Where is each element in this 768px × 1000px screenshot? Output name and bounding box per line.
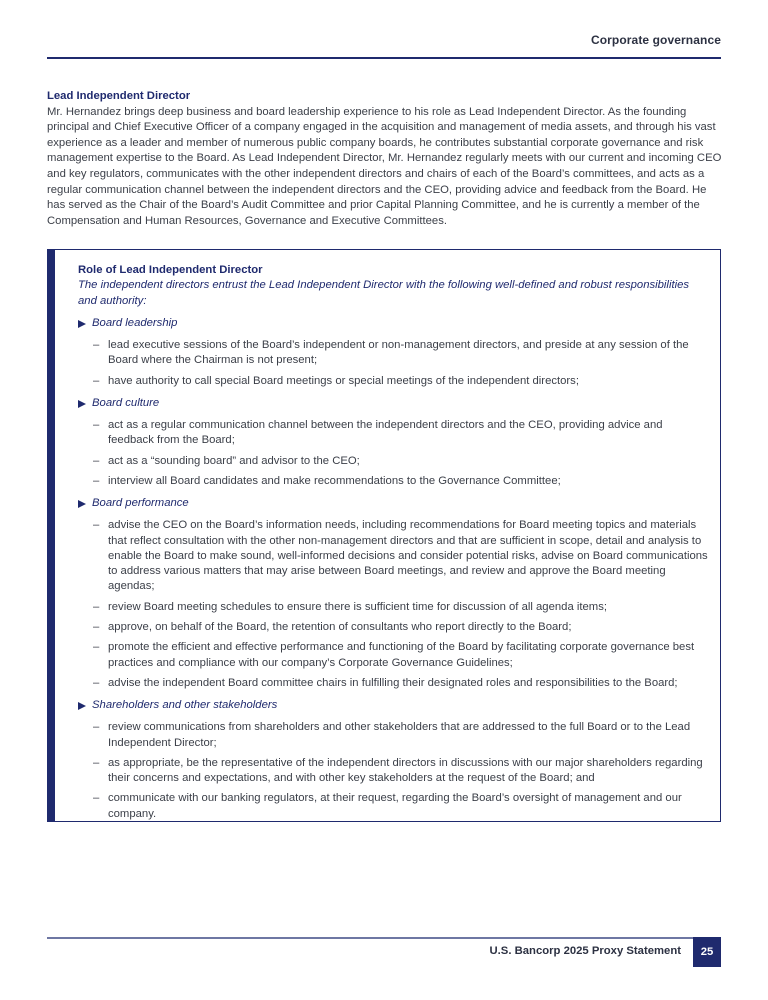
right-triangle-icon [78, 702, 86, 710]
section-heading: Board performance [92, 497, 189, 510]
list-item: – act as a “sounding board” and advisor to the CEO; [78, 454, 708, 469]
list-item: – approve, on behalf of the Board, the retention of consultants who report directly to the Board; [78, 620, 708, 635]
list-item: – advise the CEO on the Board’s information needs, including recommendations for Board meeting topics and materials that reflect consultation with the other non-management directors and that are sufficient in scope, detail and analysis to enable the Board to make sound, well-informed decisions and consider potential risks, advise on Board communications to address various matters that may arise between Board meetings, and review and approve the Board meeting agendas; [78, 518, 708, 594]
section-heading: Board culture [92, 397, 160, 410]
dash-icon: – [93, 792, 100, 805]
document-title: U.S. Bancorp 2025 Proxy Statement [489, 945, 681, 957]
section-heading: Shareholders and other stakeholders [92, 699, 278, 712]
section-board-culture [78, 396, 708, 489]
page-number: 25 [693, 937, 721, 967]
section-title: Corporate governance [590, 33, 721, 47]
section-board-leadership [78, 316, 708, 389]
section-shareholders [78, 698, 708, 822]
list-item: – promote the efficient and effective performance and functioning of the Board by facilitating corporate governance best practices and compliance with our company’s Corporate Governance Guidelines; [78, 640, 708, 671]
dash-icon: – [93, 600, 100, 613]
dash-icon: – [93, 721, 100, 734]
list-item: – communicate with our banking regulators, at their request, regarding the Board’s oversight of management and our company. [78, 791, 708, 822]
dash-icon: – [93, 419, 100, 432]
list-item: – interview all Board candidates and make recommendations to the Governance Committee; [78, 474, 708, 489]
list-item: – review Board meeting schedules to ensure there is sufficient time for discussion of all agenda items; [78, 600, 708, 615]
role-callout-box [47, 249, 721, 822]
list-item: – as appropriate, be the representative of the independent directors in discussions with our major shareholders regarding their concerns and expectations, and with other key stakeholders at the request of the Board; and [78, 756, 708, 787]
intro-body: Mr. Hernandez brings deep business and board leadership experience to his role as Lead Independent Director. As the founding principal and Chief Executive Officer of a company engaged in the acquisition and management of media assets, and through his vast experience as a leader and member of numerous public company boards, he contributes substantial corporate governance and risk management expertise to the Board. As Lead Independent Director, Mr. Hernandez regularly meets with our current and incoming CEO and key regulators, communicates with the other independent directors and chairs of each of the Board’s committees, and acts as a regular communication channel between the independent directors and the CEO, providing advice and feedback from the Board. He has served as the Chair of the Board’s Audit Committee and prior Capital Planning Committee, and he is currently a member of the Compensation and Human Resources, Governance and Executive Committees. [47, 105, 722, 227]
list-item: – have authority to call special Board meetings or special meetings of the independent directors; [78, 374, 708, 389]
dash-icon: – [93, 339, 100, 352]
section-board-performance [78, 496, 708, 691]
dash-icon: – [93, 676, 100, 689]
intro-title: Lead Independent Director [47, 90, 191, 102]
list-item: – advise the independent Board committee chairs in fulfilling their designated roles and responsibilities to the Board; [78, 676, 708, 691]
role-title: Role of Lead Independent Director [78, 264, 263, 276]
intro-block [47, 89, 727, 229]
role-subtitle: The independent directors entrust the Lead Independent Director with the following well-defined and robust responsibilities and authority: [78, 279, 690, 307]
list-item: – review communications from shareholders and other stakeholders that are addressed to the full Board or to the Lead Independent Director; [78, 720, 708, 751]
dash-icon: – [93, 474, 100, 487]
list-item: – act as a regular communication channel between the independent directors and the CEO, providing advice and feedback from the Board; [78, 418, 708, 449]
footer-divider [47, 937, 693, 939]
right-triangle-icon [78, 320, 86, 328]
dash-icon: – [93, 454, 100, 467]
dash-icon: – [93, 756, 100, 769]
right-triangle-icon [78, 400, 86, 408]
section-heading: Board leadership [92, 317, 178, 330]
dash-icon: – [93, 519, 100, 532]
list-item: – lead executive sessions of the Board’s independent or non-management directors, and preside at any session of the Board where the Chairman is not present; [78, 338, 708, 369]
right-triangle-icon [78, 500, 86, 508]
header-divider [47, 57, 721, 59]
dash-icon: – [93, 374, 100, 387]
dash-icon: – [93, 641, 100, 654]
dash-icon: – [93, 621, 100, 634]
